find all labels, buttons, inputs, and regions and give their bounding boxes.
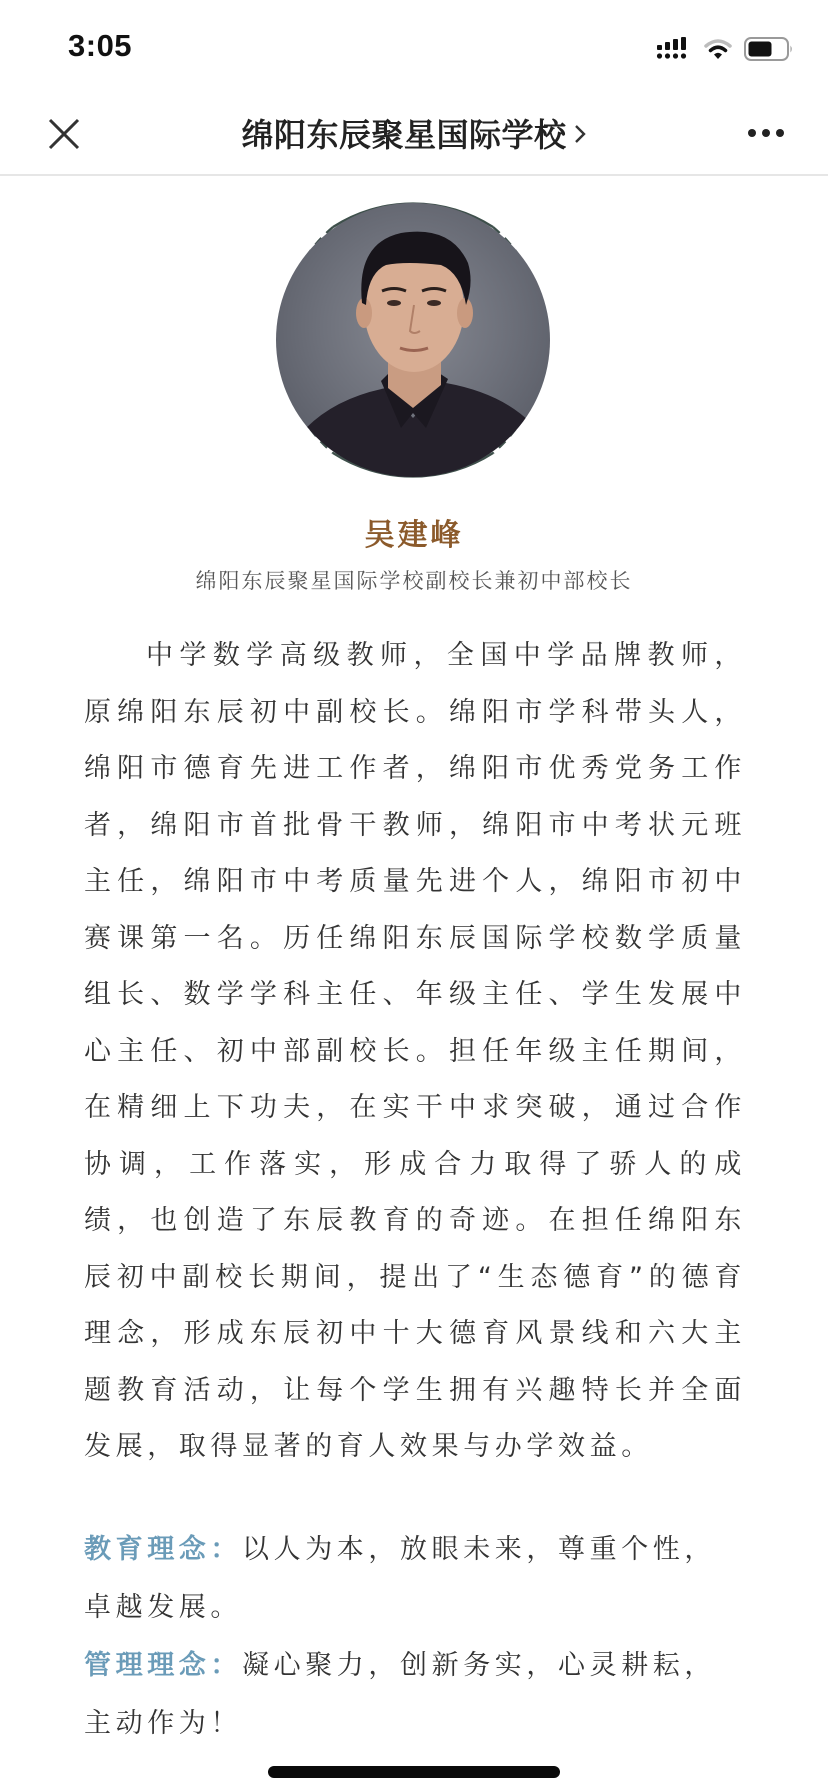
- education-philosophy: [84, 1521, 746, 1637]
- account-title-link[interactable]: [0, 110, 828, 156]
- person-portrait-image: [276, 203, 550, 477]
- nav-title: 绵阳东辰聚星国际学校: [241, 116, 567, 154]
- more-dots-icon[interactable]: [746, 118, 786, 148]
- portrait-photo: [276, 203, 550, 477]
- management-philosophy-label: 管理理念：: [84, 1650, 242, 1681]
- home-indicator[interactable]: [268, 1766, 560, 1778]
- status-icons: [656, 36, 794, 62]
- wifi-icon: [704, 38, 732, 60]
- cellular-signal-icon: [656, 37, 692, 61]
- management-philosophy-text: 凝心聚力，创新务实，心灵耕耘，主动作为！: [84, 1650, 716, 1739]
- education-philosophy-text: 以人为本，放眼未来，尊重个性，卓越发展。: [84, 1534, 716, 1623]
- management-philosophy: [84, 1637, 746, 1753]
- person-position: 绵阳东辰聚星国际学校副校长兼初中部校长: [195, 569, 633, 593]
- status-time: 3:05: [68, 28, 133, 63]
- portrait: [263, 190, 563, 490]
- person-name: 吴建峰: [364, 518, 464, 553]
- bio-paragraph: 中学数学高级教师，全国中学品牌教师，原绵阳东辰初中副校长。绵阳市学科带头人，绵阳市德育先进工作者，绵阳市优秀党务工作者，绵阳市首批骨干教师，绵阳市中考状元班主任，绵阳市中考质量先进个人，绵阳市初中赛课第一名。历任绵阳东辰国际学校数学质量组长、数学学科主任、年级主任、学生发展中心主任、初中部副校长。担任年级主任期间，在精细上下功夫，在实干中求突破，通过合作协调，工作落实，形成合力取得了骄人的成绩，也创造了东辰教育的奇迹。在担任绵阳东辰初中副校长期间，提出了“生态德育”的德育理念，形成东辰初中十大德育风景线和六大主题教育活动，让每个学生拥有兴趣特长并全面发展，取得显著的育人效果与办学效益。: [84, 640, 746, 1462]
- status-bar: [0, 0, 828, 96]
- battery-icon: [744, 37, 794, 61]
- nav-bar: [0, 96, 828, 176]
- chevron-right-icon: [573, 123, 587, 145]
- education-philosophy-label: 教育理念：: [84, 1534, 242, 1565]
